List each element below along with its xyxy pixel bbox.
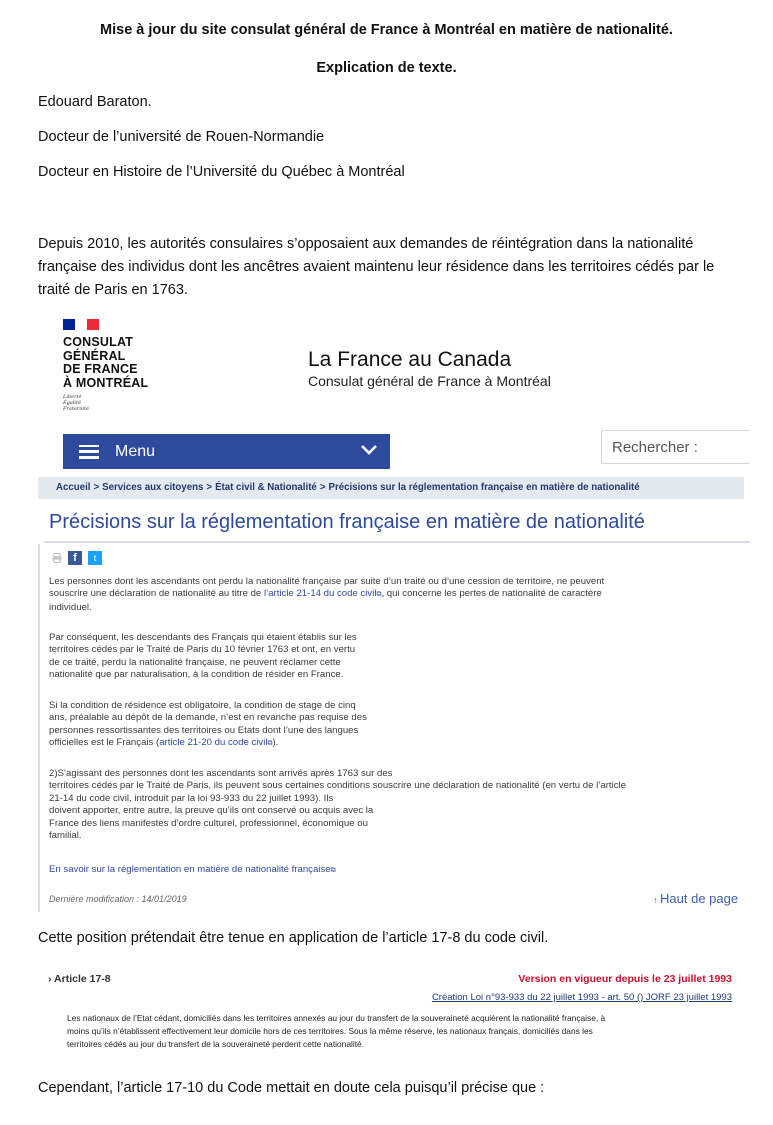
text-line: [49, 588, 604, 601]
text-span: ).: [272, 737, 279, 749]
back-to-top-label: Haut de page: [660, 891, 739, 906]
site-name[interactable]: La France au Canada: [308, 348, 512, 371]
motto-line: Fraternité: [63, 406, 89, 412]
share-bar: [52, 551, 102, 565]
chevron-down-icon: [360, 443, 378, 457]
text-line: ans, préalable au dépôt de la demande, n’est en revanche pas requise des: [49, 712, 367, 724]
article-paragraph-2: [49, 632, 357, 682]
external-link-icon: ⧉: [267, 740, 273, 748]
french-flag-icon: [63, 319, 99, 330]
twitter-icon[interactable]: t: [88, 551, 102, 565]
text-line: territoires cédés au jour du transfert de la souveraineté perdent cette nationalité.: [67, 1039, 365, 1049]
breadcrumb-home[interactable]: Accueil: [56, 482, 91, 493]
text-line: territoires cédés par le Traité de Paris du 10 février 1763 et ont, en vertu: [49, 644, 356, 656]
document-title: Mise à jour du site consulat général de France à Montréal en matière de nationalité.: [100, 22, 673, 38]
logo-line: GÉNÉRAL: [63, 348, 126, 363]
external-link-icon: ⧉: [330, 867, 336, 874]
logo-line: À MONTRÉAL: [63, 375, 149, 390]
text-line: territoires cédés par le Traité de Paris, ils peuvent sous certaines conditions souscrire une déclaration de nationalité (en vertu de l’article: [49, 780, 626, 792]
more-info-line: [49, 864, 336, 877]
intro-paragraph: Depuis 2010, les autorités consulaires s’opposaient aux demandes de réintégration dans la nationalité française des individus dont les ancêtres avaient maintenu leur résidence dans les territoires cédés par le traité de Paris en 1763.: [38, 236, 715, 298]
consulat-logo[interactable]: [63, 336, 148, 390]
external-link-icon: ⧉: [376, 591, 382, 599]
article-paragraph-3: [49, 700, 367, 751]
text-line: de ce traité, perdu la nationalité française, ne peuvent réclamer cette: [49, 656, 341, 668]
breadcrumb-current: Précisions sur la réglementation française en matière de nationalité: [328, 482, 640, 493]
author-name: Edouard Baraton.: [38, 94, 152, 110]
site-subtitle: Consulat général de France à Montréal: [308, 373, 551, 389]
legifrance-excerpt: [38, 968, 738, 1058]
text-span: , qui concerne les pertes de nationalité de caractère: [381, 588, 602, 600]
facebook-icon[interactable]: f: [68, 551, 82, 565]
hamburger-icon: [79, 445, 99, 459]
text-line: Les personnes dont les ascendants ont perdu la nationalité française par suite d’un traité ou d’une cession de territoire, ne peuvent: [49, 576, 605, 587]
text-line: personnes ressortissantes des territoires ou Etats dont l’une des langues: [49, 724, 359, 736]
text-line: doivent apporter, entre autre, la preuve qu’ils ont conservé ou acquis avec la: [49, 805, 374, 817]
article-body: [67, 1012, 737, 1051]
breadcrumb-etat-civil[interactable]: État civil & Nationalité: [215, 482, 317, 493]
more-info-link[interactable]: En savoir sur la réglementation en matière de nationalité française: [49, 864, 331, 875]
divider: [44, 541, 750, 543]
text-line: moins qu’ils n’établissent effectivement leur domicile hors de ces territoires. Sous la même réserve, les nationaux français, domiciliés dans les: [67, 1026, 593, 1036]
article-21-14-link[interactable]: l’article 21-14 du code civil: [263, 588, 377, 600]
article-21-20-link[interactable]: article 21-20 du code civil: [159, 737, 268, 749]
search-input[interactable]: Rechercher :: [601, 430, 750, 464]
creation-link[interactable]: Création Loi n°93-933 du 22 juillet 1993 - art. 50 () JORF 23 juillet 1993: [431, 992, 732, 1003]
text-line: Par conséquent, les descendants des Français qui étaient établis sur les: [49, 632, 357, 643]
text-line: Si la condition de résidence est obligatoire, la condition de stage de cinq: [49, 700, 356, 711]
breadcrumb-services[interactable]: Services aux citoyens: [102, 482, 204, 493]
menu-label: Menu: [115, 442, 156, 460]
text-line: France des liens manifestes d’ordre culturel, professionnel, économique ou: [49, 817, 368, 829]
text-span: souscrire une déclaration de nationalité au titre de: [49, 588, 264, 600]
menu-button[interactable]: [63, 434, 390, 469]
text-span: officielles est le Français (: [49, 737, 160, 749]
article-paragraph-1: [49, 576, 604, 614]
text-line: 21-14 du code civil, introduit par la loi 93-933 du 22 juillet 1993). Ils: [49, 792, 334, 804]
motto-line: Liberté: [63, 394, 82, 400]
logo-line: DE FRANCE: [63, 362, 138, 376]
article-label-text: Article 17-8: [54, 973, 111, 985]
text-line: nationalité que par naturalisation, à la condition de résider en France.: [49, 669, 344, 681]
author-credential-1: Docteur de l’université de Rouen-Normandie: [38, 129, 325, 145]
consulate-website-screenshot: [38, 312, 750, 912]
article-label[interactable]: [48, 973, 111, 985]
last-modified: Dernière modification : 14/01/2019: [49, 894, 187, 904]
article-paragraph-4: [49, 768, 626, 842]
chevron-right-icon: ›: [48, 973, 52, 985]
document-subtitle: Explication de texte.: [316, 60, 457, 76]
text-line: Les nationaux de l’Etat cédant, domiciliés dans les territoires annexés au jour du transfert de la souveraineté acquièrent la nationalité française, à: [67, 1013, 606, 1023]
text-line: familial.: [49, 830, 82, 842]
motto-line: Égalité: [63, 400, 81, 406]
text-line: [49, 737, 367, 750]
text-line: 2)S’agissant des personnes dont les ascendants sont arrivés après 1763 sur des: [49, 768, 393, 779]
page-title: Précisions sur la réglementation française en matière de nationalité: [49, 511, 645, 533]
breadcrumb: Accueil > Services aux citoyens > État civil & Nationalité > Précisions sur la réglementation française en matière de nationalité: [38, 477, 744, 499]
author-credential-2: Docteur en Histoire de l’Université du Québec à Montréal: [38, 164, 405, 180]
arrow-up-icon: ↑: [653, 895, 661, 905]
republic-motto: [63, 394, 89, 412]
content-border: [38, 544, 40, 912]
position-sentence: Cette position prétendait être tenue en application de l’article 17-8 du code civil.: [38, 930, 549, 946]
logo-line: CONSULAT: [63, 335, 134, 349]
back-to-top-link[interactable]: [653, 891, 738, 906]
print-icon[interactable]: [52, 553, 62, 563]
version-label: Version en vigueur depuis le 23 juillet 1993: [518, 973, 732, 985]
closing-sentence: Cependant, l’article 17-10 du Code mettait en doute cela puisqu’il précise que :: [38, 1080, 545, 1096]
text-line: individuel.: [49, 601, 92, 613]
